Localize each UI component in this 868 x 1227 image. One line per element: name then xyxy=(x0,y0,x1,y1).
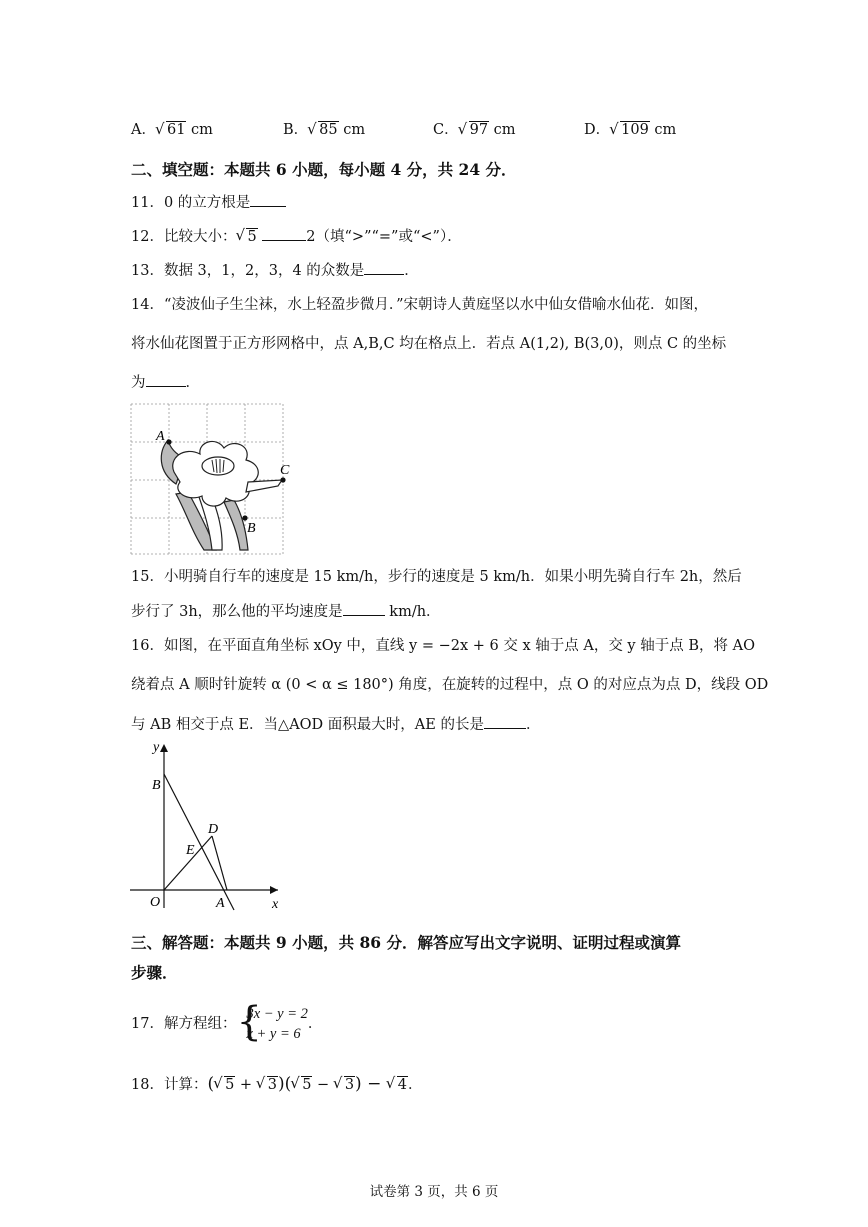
section-heading-solutions-line-1: 三、解答题：本题共 9 小题，共 86 分．解答应写出文字说明、证明过程或演算 xyxy=(131,933,681,952)
unit: cm xyxy=(489,122,516,138)
option-a xyxy=(131,118,213,139)
label-a: A xyxy=(156,429,165,444)
radicand: 5 xyxy=(302,1077,312,1093)
sqrt xyxy=(610,122,650,138)
sqrt xyxy=(257,1074,278,1096)
radicand: 4 xyxy=(397,1077,407,1093)
x-axis-arrow xyxy=(270,886,278,894)
answer-blank xyxy=(250,192,286,207)
option-d xyxy=(584,118,676,139)
sqrt xyxy=(236,226,257,248)
unit: cm xyxy=(338,122,366,138)
label-y: y xyxy=(153,740,160,755)
radicand: 5 xyxy=(225,1077,235,1093)
unit: cm xyxy=(649,122,677,138)
sqrt xyxy=(308,122,338,138)
question-14-line-3 xyxy=(131,372,200,394)
question-text: ． xyxy=(307,1016,323,1032)
option-label: A． xyxy=(131,122,156,138)
label-c: C xyxy=(280,463,290,478)
paren: )( xyxy=(277,1074,292,1094)
question-16-line-2: 绕着点 A 顺时针旋转 α (0 < α ≤ 180°) 角度，在旋转的过程中，点 O 的对应点为点 D，线段 OD xyxy=(131,677,769,693)
radicand: 109 xyxy=(621,122,649,138)
question-text: ． xyxy=(185,375,200,391)
answer-blank xyxy=(262,226,306,241)
answer-blank xyxy=(484,714,526,729)
sqrt xyxy=(459,122,489,138)
y-axis-arrow xyxy=(160,744,168,752)
point-c xyxy=(280,477,285,482)
page-footer: 试卷第 3 页，共 6 页 xyxy=(369,1184,499,1200)
question-14-line-1: 14．“凌波仙子生尘袜，水上轻盈步微月．”宋朝诗人黄庭坚以水中仙女借喻水仙花．如图， xyxy=(131,297,709,313)
label-o: O xyxy=(150,895,161,910)
radicand: 97 xyxy=(469,122,489,138)
equation-1: 3x − y = 2 xyxy=(246,1006,308,1022)
sqrt xyxy=(156,122,186,138)
unit: cm xyxy=(186,122,213,138)
question-text: km/h． xyxy=(384,604,441,620)
question-12 xyxy=(131,226,462,248)
question-17 xyxy=(131,999,323,1045)
question-text: 11．0 的立方根是 xyxy=(131,195,251,211)
label-d: D xyxy=(208,822,219,837)
question-text: 17．解方程组： xyxy=(131,1016,237,1032)
equation-2: x + y = 6 xyxy=(246,1026,301,1042)
question-14-line-2: 将水仙花图置于正方形网格中，点 A,B,C 均在格点上．若点 A(1,2), B(3,0)，则点 C 的坐标 xyxy=(131,336,727,352)
question-15-line-1: 15．小明骑自行车的速度是 15 km/h，步行的速度是 5 km/h．如果小明先骑自行车 2h，然后 xyxy=(131,569,742,585)
option-label: D． xyxy=(584,122,611,138)
label-x: x xyxy=(272,897,279,912)
label-e: E xyxy=(186,843,195,858)
operator: − xyxy=(312,1077,334,1093)
equation-system xyxy=(236,999,308,1045)
option-b xyxy=(283,118,365,139)
sqrt xyxy=(214,1074,235,1096)
question-text: 13．数据 3，1，2，3，4 的众数是 xyxy=(131,263,365,279)
option-label: C． xyxy=(433,122,459,138)
question-18 xyxy=(131,1073,422,1096)
question-16-line-3 xyxy=(131,714,540,736)
paren: ( xyxy=(207,1074,215,1094)
point-a xyxy=(166,439,171,444)
radicand: 61 xyxy=(166,122,186,138)
answer-blank xyxy=(364,260,404,275)
radicand: 3 xyxy=(344,1077,355,1093)
label-b: B xyxy=(152,778,161,793)
question-text: ． xyxy=(407,1077,423,1093)
flower-corona xyxy=(202,457,234,475)
coordinate-figure xyxy=(126,738,288,912)
axes xyxy=(130,746,278,908)
point-b xyxy=(242,515,247,520)
radicand: 5 xyxy=(247,229,257,245)
question-text: 2（填“>”“=”或“<”）． xyxy=(306,229,462,245)
section-heading-solutions-line-2: 步骤． xyxy=(131,963,178,982)
question-13 xyxy=(131,260,419,282)
answer-blank xyxy=(343,601,385,616)
radicand: 85 xyxy=(319,122,338,138)
option-c xyxy=(433,118,516,139)
question-text: 为 xyxy=(131,375,146,391)
operator: + xyxy=(235,1077,257,1093)
question-15-line-2 xyxy=(131,601,441,623)
question-text: 步行了 3h，那么他的平均速度是 xyxy=(131,604,343,620)
sqrt xyxy=(291,1074,312,1096)
label-b: B xyxy=(247,521,256,536)
question-16-line-1: 16．如图，在平面直角坐标 xOy 中，直线 y = −2x + 6 交 x 轴于点 A，交 y 轴于点 B，将 AO xyxy=(131,638,755,654)
label-a: A xyxy=(216,896,225,911)
question-text: 18．计算： xyxy=(131,1077,208,1093)
question-text: 与 AB 相交于点 E．当△AOD 面积最大时，AE 的长是 xyxy=(131,717,484,733)
paren: ) − xyxy=(355,1074,387,1094)
sqrt xyxy=(334,1074,355,1096)
sqrt xyxy=(387,1074,408,1096)
question-text: 12．比较大小： xyxy=(131,229,237,245)
question-text: ． xyxy=(525,717,541,733)
option-label: B． xyxy=(283,122,309,138)
radicand: 3 xyxy=(267,1077,277,1093)
left-brace: { xyxy=(236,999,262,1045)
question-11 xyxy=(131,192,286,214)
daffodil-grid-figure xyxy=(128,402,290,556)
section-heading-fill-in: 二、填空题：本题共 6 小题，每小题 4 分，共 24 分． xyxy=(131,160,517,179)
answer-blank xyxy=(146,372,186,387)
question-text: ． xyxy=(404,263,419,279)
